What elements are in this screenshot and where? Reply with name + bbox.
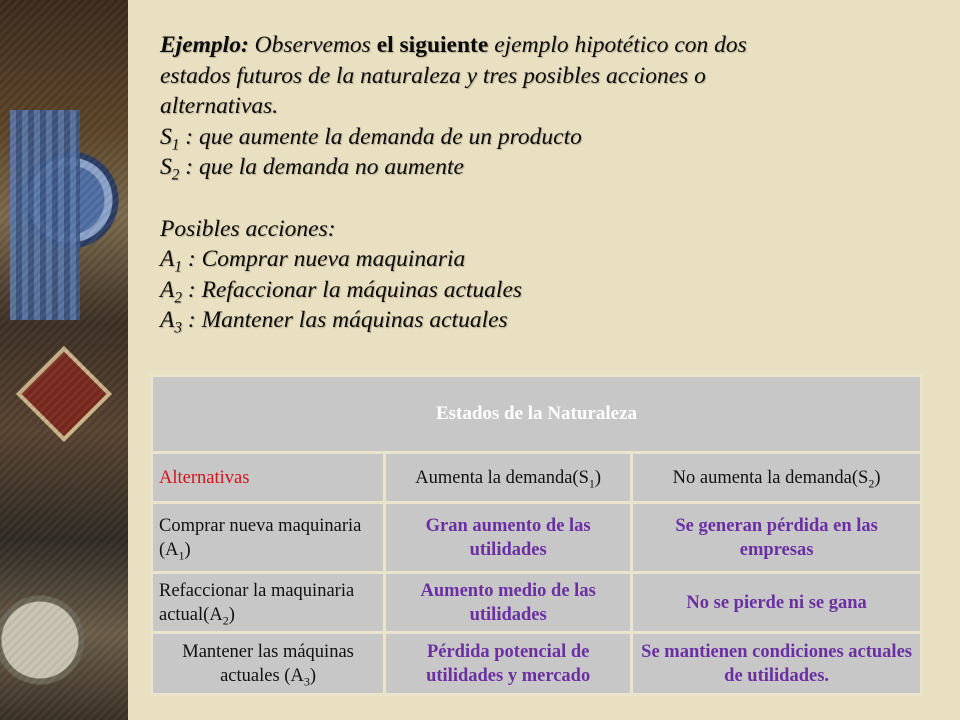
table-header-row xyxy=(152,453,922,503)
action-symbol: A xyxy=(160,246,175,272)
row-label-suffix: ) xyxy=(309,665,317,686)
table-cell: Se mantienen condiciones actuales de utilidades. xyxy=(632,633,922,695)
row-label-suffix: ) xyxy=(184,539,191,560)
action-subscript: 3 xyxy=(174,319,182,337)
row-label-text: Refaccionar la maquinaria actual(A xyxy=(159,580,355,625)
action-symbol: A xyxy=(160,276,175,303)
alternativas-label: Alternativas xyxy=(152,453,385,503)
table-cell: Se generan pérdida en las empresas xyxy=(632,503,922,573)
table-title: Estados de la Naturaleza xyxy=(152,376,922,453)
intro-text-a: Observemos xyxy=(254,32,377,58)
column-header-subscript: 1 xyxy=(588,476,595,491)
table-cell: No se pierde ni se gana xyxy=(632,573,922,633)
row-label-subscript: 2 xyxy=(222,613,229,628)
state-text: : que aumente la demanda de un producto xyxy=(179,123,582,150)
row-label-text: Comprar nueva maquinaria (A xyxy=(159,515,362,560)
row-label-text: Mantener las máquinas actuales (A xyxy=(182,641,354,686)
intro-bold-text: el siguiente xyxy=(376,32,489,58)
ejemplo-label: Ejemplo: xyxy=(160,32,249,58)
row-label-a1 xyxy=(152,503,385,573)
action-text: : Refaccionar la máquinas actuales xyxy=(182,276,523,303)
action-text: : Comprar nueva maquinaria xyxy=(182,246,466,272)
state-s2 xyxy=(160,152,880,183)
row-label-a2 xyxy=(152,573,385,633)
state-subscript: 1 xyxy=(171,136,180,154)
row-label-suffix: ) xyxy=(228,604,235,625)
intro-line-3: alternativas. xyxy=(160,93,279,119)
action-a2 xyxy=(160,275,880,306)
state-symbol: S xyxy=(160,154,172,180)
photo-texture xyxy=(0,0,128,720)
column-header-text: No aumenta la demanda(S xyxy=(672,467,869,488)
decorative-photo-strip xyxy=(0,0,128,720)
row-label-subscript: 3 xyxy=(303,674,310,689)
state-subscript: 2 xyxy=(171,166,180,184)
intro-line-1 xyxy=(160,30,880,61)
row-label-subscript: 1 xyxy=(178,548,185,563)
intro-text-b: ejemplo hipotético con dos xyxy=(488,32,747,58)
action-subscript: 1 xyxy=(174,258,182,276)
action-symbol: A xyxy=(160,307,175,333)
table-row xyxy=(152,633,922,695)
example-text xyxy=(160,30,880,336)
intro-line-2: estados futuros de la naturaleza y tres posibles acciones o xyxy=(160,62,706,89)
column-header-suffix: ) xyxy=(874,467,881,488)
table-row xyxy=(152,503,922,573)
state-symbol: S xyxy=(160,123,172,150)
column-header-subscript: 2 xyxy=(868,476,875,491)
action-a3 xyxy=(160,305,880,336)
action-text: : Mantener las máquinas actuales xyxy=(182,307,508,333)
column-header-s1 xyxy=(385,453,632,503)
action-subscript: 2 xyxy=(174,289,182,307)
state-s1 xyxy=(160,122,880,153)
table-cell: Pérdida potencial de utilidades y mercado xyxy=(385,633,632,695)
spacer xyxy=(160,183,880,214)
table-cell: Gran aumento de las utilidades xyxy=(385,503,632,573)
column-header-suffix: ) xyxy=(594,467,602,488)
actions-title: Posibles acciones: xyxy=(160,215,336,242)
table-cell: Aumento medio de las utilidades xyxy=(385,573,632,633)
state-text: : que la demanda no aumente xyxy=(179,154,464,180)
decision-table xyxy=(150,374,923,696)
action-a1 xyxy=(160,244,880,275)
table-row xyxy=(152,573,922,633)
row-label-a3 xyxy=(152,633,385,695)
table-title-row xyxy=(152,376,922,453)
column-header-s2 xyxy=(632,453,922,503)
column-header-text: Aumenta la demanda(S xyxy=(415,467,589,488)
